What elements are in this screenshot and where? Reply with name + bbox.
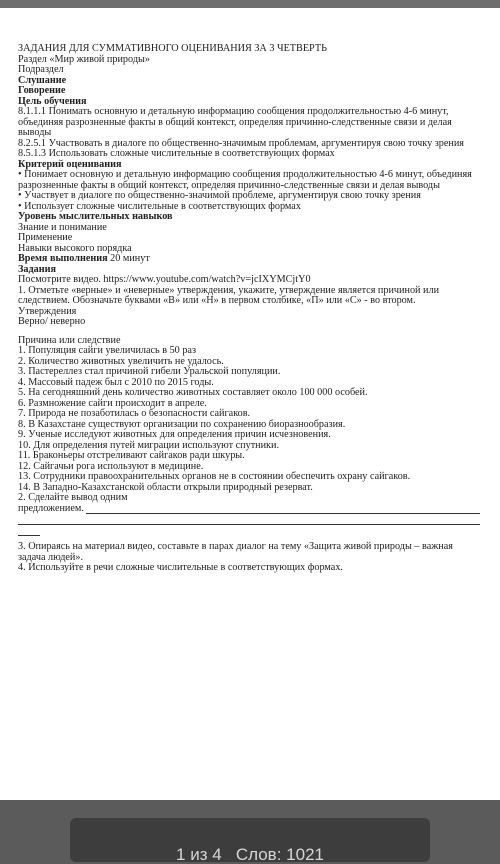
statement-item: 6. Размножение сайги происходит в апреле. [18, 397, 207, 409]
statement-item: 7. Природа не позаботилась о безопасности сайгаков. [18, 408, 251, 419]
task-2: 2. Сделайте вывод одним [18, 492, 128, 503]
criteria-item: • Использует сложные числительные в соответствующих формах [18, 200, 301, 212]
word-count: Слов: 1021 [235, 845, 324, 864]
time-line [18, 254, 480, 265]
document-title: ЗАДАНИЯ ДЛЯ СУММАТИВНОГО ОЦЕНИВАНИЯ ЗА 3 ЧЕТВЕРТЬ [18, 43, 327, 54]
column-statements: Утверждения [18, 305, 77, 317]
section-label: Раздел «Мир живой природы» [18, 53, 150, 65]
goal-item: 8.1.1.1 Понимать основную и детальную информацию сообщения продолжительностью 4-6 минут, объединяя разрозненные факты в общий контекст, определяя причинно-следственные связи и делая выводы [18, 106, 452, 138]
skills-heading: Уровень мыслительных навыков [18, 211, 173, 222]
time-value: 20 минут [107, 253, 150, 264]
status-pill [70, 818, 430, 862]
subsection-label: Подраздел [18, 64, 64, 75]
statement-item: 3. Пастереллез стал причиной гибели Уральской популяции. [18, 366, 281, 377]
statement-item: 8. В Казахстане существуют организации по сохранению биоразнообразия. [18, 418, 346, 430]
task-2-answer-line [18, 504, 480, 515]
skill-item: Знание и понимание [18, 221, 107, 233]
window-top-bar [0, 0, 500, 8]
statement-item: 2. Количество животных увеличить не удалось. [18, 355, 224, 367]
skill-item: Применение [18, 232, 73, 243]
page-indicator: 1 из 4 [176, 845, 222, 864]
statement-item: 10. Для определения путей миграции используют спутники. [18, 439, 279, 451]
status-text [70, 846, 430, 863]
subsection-speaking: Говорение [18, 85, 66, 96]
column-cause-effect: Причина или следствие [18, 334, 121, 346]
statement-item: 1. Популяция сайги увеличилась в 50 раз [18, 345, 196, 356]
answer-underline[interactable] [86, 504, 480, 514]
criteria-item: • Участвует в диалоге по общественно-значимой проблеме, аргументируя свою точку зрения [18, 190, 421, 201]
tasks-heading: Задания [18, 263, 56, 275]
criteria-heading: Критерий оценивания [18, 158, 122, 170]
statement-item: 14. В Западно-Казахстанской области открыли природный резерват. [18, 481, 313, 493]
task-4: 4. Используйте в речи сложные числительные в соответствующих формах. [18, 562, 343, 573]
document-content [18, 44, 480, 574]
time-label: Время выполнения [18, 253, 108, 264]
statement-item: 12. Сайгачьи рога используют в медицине. [18, 460, 204, 472]
criteria-item: • Понимает основную и детальную информацию сообщения продолжительностью 4-6 минут, объединяя разрозненные факты в общий контекст, определяя причинно-следственные связи и делая выводы [18, 169, 472, 191]
statement-item: 5. На сегодняшний день количество животных составляет около 100 000 особей. [18, 387, 368, 398]
statement-item: 9. Ученые исследуют животных для определения причин исчезновения. [18, 429, 331, 440]
status-area [0, 800, 500, 864]
statement-item: 11. Браконьеры отстреливают сайгаков ради шкуры. [18, 450, 245, 461]
goal-heading: Цель обучения [18, 95, 87, 107]
task-1: 1. Отметьте «верные» и «неверные» утверждения, укажите, утверждение является причиной или следствием. Обозначьте буквами «В» или «Н» в первом столбике, «П» или «С» - во втором. [18, 284, 440, 306]
column-true-false: Верно/ неверно [18, 316, 86, 327]
task-3: 3. Опираясь на материал видео, составьте в парах диалог на тему «Защита живой природы – важная задача людей». [18, 541, 453, 563]
subsection-listening: Слушание [18, 74, 67, 86]
video-link-line[interactable]: Посмотрите видео. https://www.youtube.com/watch?v=jcIXYMCjtY0 [18, 274, 311, 285]
goal-item: 8.2.5.1 Участвовать в диалоге по общественно-значимым проблемам, аргументируя свою точку зрения [18, 137, 464, 149]
document-page [0, 8, 500, 800]
answer-line[interactable] [18, 514, 480, 525]
task-2-text: предложением. [18, 502, 84, 514]
statement-item: 13. Сотрудники правоохранительных органов не в состоянии обеспечить охрану сайгаков. [18, 471, 411, 482]
statement-item: 4. Массовый падеж был с 2010 по 2015 годы. [18, 376, 214, 388]
answer-line-short[interactable] [18, 525, 40, 536]
skill-item: Навыки высокого порядка [18, 242, 132, 254]
goal-item: 8.5.1.3 Использовать сложные числительные в соответствующих формах [18, 148, 335, 159]
